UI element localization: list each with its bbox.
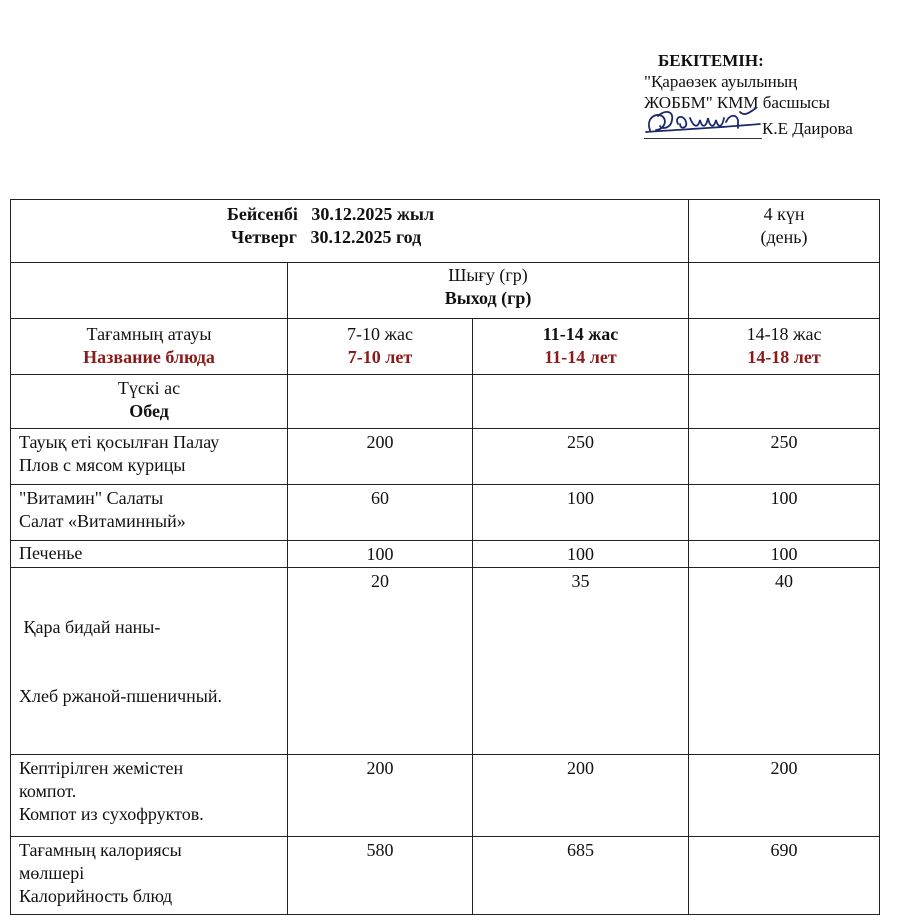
column-header-row [11, 319, 880, 375]
dish-name-cell [11, 755, 288, 837]
age-11-14-header [473, 319, 689, 375]
value-11-14: 200 [473, 755, 689, 837]
approval-signer: К.Е Даирова [762, 119, 853, 138]
header-row [11, 200, 880, 263]
section-row [11, 375, 880, 429]
dish-name-header [11, 319, 288, 375]
output-row [11, 263, 880, 319]
age-11-14-kz: 11-14 жас [542, 324, 619, 344]
value-14-18: 200 [689, 755, 880, 837]
value-11-14: 250 [473, 429, 689, 485]
table-row [11, 485, 880, 541]
handwritten-signature [644, 108, 762, 139]
approval-block [644, 50, 894, 139]
table-row [11, 568, 880, 755]
day-ru: (день) [760, 227, 808, 247]
value-11-14: 100 [473, 541, 689, 568]
day-kz: 4 күн [763, 204, 805, 224]
output-kz: Шығу (гр) [448, 265, 528, 285]
dish-name-cell [11, 485, 288, 541]
dish-name-line: "Витамин" Салаты [19, 488, 164, 508]
dish-name-line: Компот из сухофруктов. [19, 804, 204, 824]
value-14-18: 250 [689, 429, 880, 485]
table-row [11, 755, 880, 837]
value-7-10: 20 [288, 568, 473, 755]
section-kz: Түскі ас [117, 378, 181, 398]
ru-date: 30.12.2025 год [310, 227, 422, 247]
dish-name-kz: Тағамның атауы [86, 324, 212, 344]
age-7-10-kz: 7-10 жас [347, 324, 413, 344]
kz-day: Бейсенбі [227, 204, 298, 224]
dish-name-line: Қара бидай наны- [19, 617, 161, 637]
empty-cell [11, 263, 288, 319]
age-7-10-ru: 7-10 лет [347, 347, 413, 367]
dish-name-line: Кептірілген жемістен [19, 758, 184, 778]
table-row [11, 541, 880, 568]
approval-line-2: ЖОББМ" КММ басшысы [644, 93, 830, 112]
value-7-10: 60 [288, 485, 473, 541]
value-7-10: 100 [288, 541, 473, 568]
age-11-14-ru: 11-14 лет [544, 347, 617, 367]
value-11-14: 685 [473, 837, 689, 915]
dish-name-line: Печенье [19, 543, 83, 563]
value-7-10: 200 [288, 429, 473, 485]
date-cell [11, 200, 689, 263]
kz-date: 30.12.2025 жыл [311, 204, 435, 224]
dish-name-cell [11, 568, 288, 755]
menu-table [10, 199, 880, 915]
approval-line-1: "Қараөзек ауылының [644, 72, 798, 91]
value-14-18: 100 [689, 541, 880, 568]
dish-name-line: Салат «Витаминный» [19, 511, 186, 531]
age-14-18-header [689, 319, 880, 375]
ru-day: Четверг [231, 227, 297, 247]
value-14-18: 100 [689, 485, 880, 541]
dish-name-line: Калорийность блюд [19, 886, 173, 906]
dish-name-line: Хлеб ржаной-пшеничный. [19, 686, 222, 706]
output-cell [288, 263, 689, 319]
value-11-14: 100 [473, 485, 689, 541]
empty-cell [689, 263, 880, 319]
dish-name-ru: Название блюда [83, 347, 215, 367]
dish-name-cell [11, 837, 288, 915]
age-14-18-ru: 14-18 лет [747, 347, 821, 367]
dish-name-line: компот. [19, 781, 77, 801]
output-ru: Выход (гр) [444, 288, 532, 308]
age-14-18-kz: 14-18 жас [746, 324, 822, 344]
section-ru: Обед [129, 401, 169, 421]
dish-name-cell [11, 541, 288, 568]
dish-name-line: мөлшері [19, 863, 85, 883]
value-7-10: 580 [288, 837, 473, 915]
value-11-14: 35 [473, 568, 689, 755]
table-row [11, 429, 880, 485]
value-7-10: 200 [288, 755, 473, 837]
dish-name-cell [11, 429, 288, 485]
value-14-18: 690 [689, 837, 880, 915]
value-14-18: 40 [689, 568, 880, 755]
approval-title: БЕКІТЕМІН: [658, 51, 764, 70]
dish-name-line: Плов с мясом курицы [19, 455, 186, 475]
section-cell [11, 375, 288, 429]
table-row [11, 837, 880, 915]
age-7-10-header [288, 319, 473, 375]
dish-name-line: Тағамның калориясы [19, 840, 182, 860]
dish-name-line: Тауық еті қосылған Палау [19, 432, 220, 452]
day-number-cell [689, 200, 880, 263]
signature-line [644, 113, 894, 139]
